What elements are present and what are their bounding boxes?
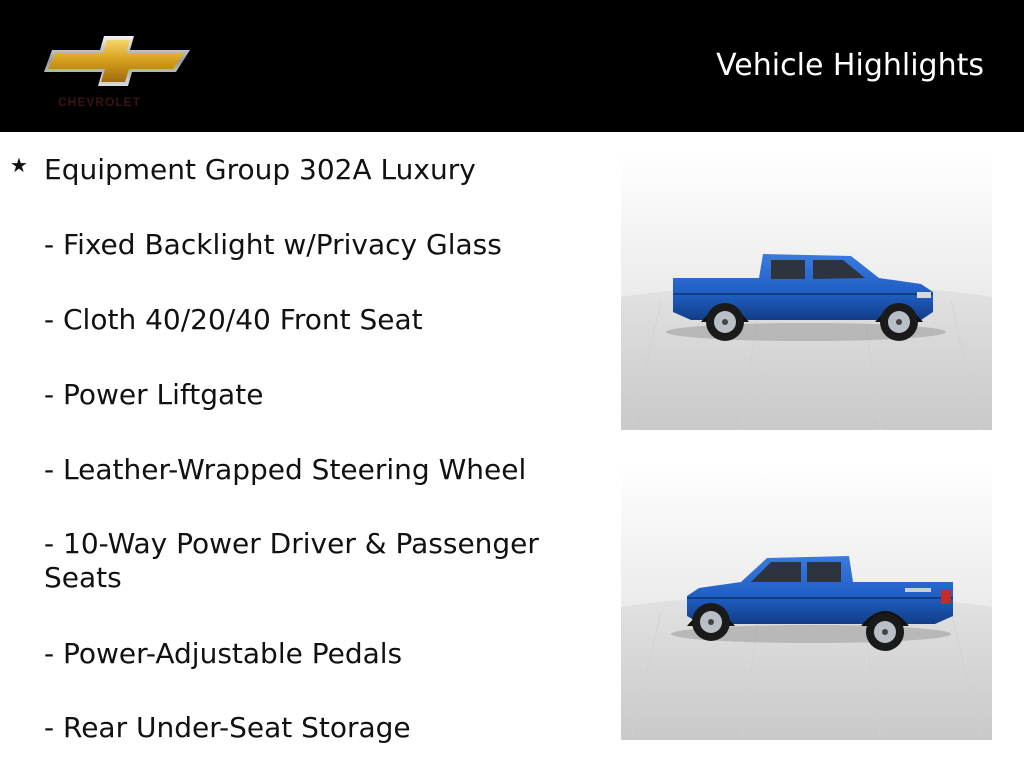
vehicle-photo-side-left — [621, 462, 992, 740]
vehicle-photo-side-right — [621, 152, 992, 430]
highlight-headline: Equipment Group 302A Luxury — [44, 153, 476, 186]
highlight-item: - 10-Way Power Driver & Passenger Seats — [44, 527, 539, 594]
highlight-item: - Power-Adjustable Pedals — [44, 637, 403, 670]
star-icon: ★ — [10, 153, 28, 177]
highlight-item: - Leather-Wrapped Steering Wheel — [44, 453, 527, 486]
highlight-item: - Cloth 40/20/40 Front Seat — [44, 303, 423, 336]
highlight-item: - Rear Under-Seat Storage — [44, 711, 411, 744]
highlight-item: - Fixed Backlight w/Privacy Glass — [44, 228, 502, 261]
highlight-item: - Power Liftgate — [44, 378, 264, 411]
logo-wordmark: CHEVROLET — [58, 95, 142, 109]
page-title: Vehicle Highlights — [716, 48, 984, 83]
